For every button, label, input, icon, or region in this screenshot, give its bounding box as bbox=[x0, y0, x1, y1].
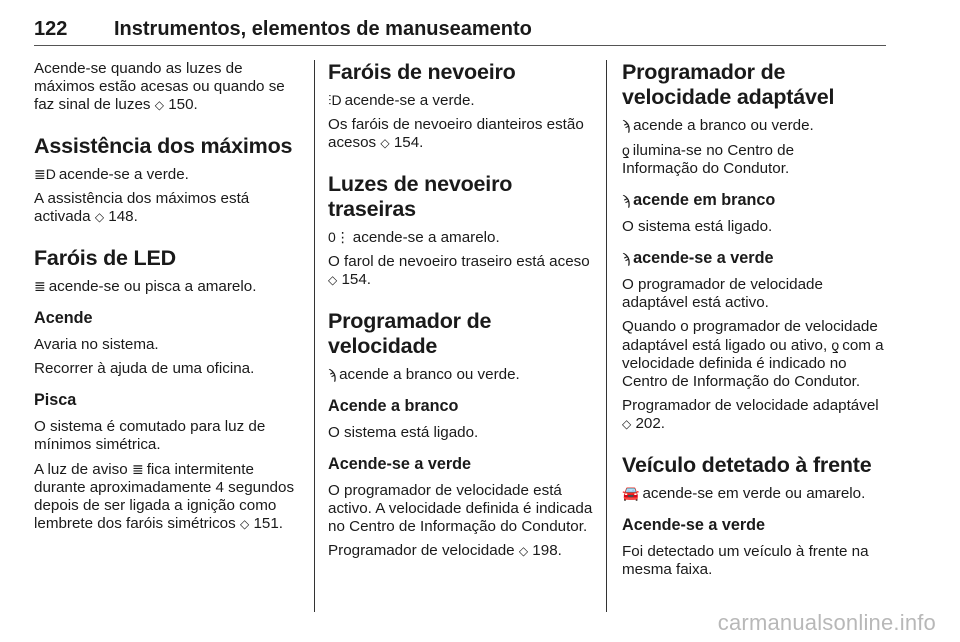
column-divider bbox=[606, 60, 607, 612]
fog-body: Os faróis de nevoeiro dianteiros estão acesos ◇ 154. bbox=[328, 116, 584, 151]
cruise-white-body: O sistema está ligado. bbox=[328, 424, 479, 441]
acc-reference: Programador de velocidade adaptável ◇ 202. bbox=[622, 397, 879, 432]
cruise-control-icon: ϡ bbox=[622, 250, 631, 266]
cruise-reference: Programador de velocidade ◇ 198. bbox=[328, 542, 562, 559]
vehicle-body: Foi detectado um veículo à frente na mesma faixa. bbox=[622, 543, 869, 578]
column-divider bbox=[314, 60, 315, 612]
acc-green-body: O programador de velocidade adaptável está activo. bbox=[622, 276, 823, 311]
acc-speed-indicator-line: ƍ ilumina-se no Centro de Informação do Condutor. bbox=[622, 142, 795, 177]
set-speed-icon: ƍ bbox=[831, 337, 840, 353]
rear-fog-body: O farol de nevoeiro traseiro está aceso ◇ 154. bbox=[328, 253, 590, 288]
vehicle-ahead-icon: 🚘 bbox=[622, 485, 640, 501]
reference-arrow-icon: ◇ bbox=[622, 417, 632, 431]
rear-fog-light-icon: 0⋮ bbox=[328, 229, 350, 245]
led-indicator-line: ≣ acende-se ou pisca a amarelo. bbox=[34, 278, 257, 295]
chapter-title: Instrumentos, elementos de manuseamento bbox=[114, 18, 532, 40]
column-left bbox=[34, 60, 306, 608]
column-middle bbox=[328, 60, 594, 608]
cruise-green-body: O programador de velocidade está activo. A velocidade definida é indicada no Centro de Informação do Condutor. bbox=[328, 482, 593, 535]
acc-indicator-line: ϡ acende a branco ou verde. bbox=[622, 117, 814, 134]
cruise-control-icon: ϡ bbox=[622, 192, 631, 208]
reference-arrow-icon: ◇ bbox=[328, 273, 338, 287]
subheading-vehicle-green: Acende-se a verde bbox=[622, 516, 766, 534]
section-title-fog-lights: Faróis de nevoeiro bbox=[328, 60, 516, 84]
section-title-led-headlights: Faróis de LED bbox=[34, 246, 176, 270]
watermark: carmanualsonline.info bbox=[717, 610, 936, 635]
section-title-high-beam-assist: Assistência dos máximos bbox=[34, 134, 293, 158]
column-right bbox=[622, 60, 890, 608]
subheading-acende-em-branco: ϡ acende em branco bbox=[622, 191, 776, 209]
high-beam-assist-icon: ≣D bbox=[34, 166, 56, 182]
subheading-acende-se-a-verde: ϡ acende-se a verde bbox=[622, 249, 774, 267]
intro-paragraph: Acende-se quando as luzes de máximos estão acesas ou quando se faz sinal de luzes ◇ 150. bbox=[34, 60, 285, 113]
subheading-acende: Acende bbox=[34, 309, 93, 327]
section-title-cruise-control: Programador de velocidade bbox=[328, 309, 492, 358]
cruise-control-icon: ϡ bbox=[328, 366, 337, 382]
front-fog-light-icon: ⫶D bbox=[328, 92, 342, 108]
subheading-pisca: Pisca bbox=[34, 391, 77, 409]
section-title-rear-fog-lights: Luzes de nevoeiro traseiras bbox=[328, 172, 513, 221]
reference-arrow-icon: ◇ bbox=[380, 136, 390, 150]
subheading-acende-branco: Acende a branco bbox=[328, 397, 459, 415]
reference-arrow-icon: ◇ bbox=[518, 544, 529, 558]
led-headlight-icon: ≣ bbox=[34, 278, 46, 294]
section-title-vehicle-ahead: Veículo detetado à frente bbox=[622, 453, 872, 477]
section-title-adaptive-cruise: Programador de velocidade adaptável bbox=[622, 60, 835, 109]
high-beam-assist-body: A assistência dos máximos está activada ◇ 148. bbox=[34, 190, 250, 225]
acende-body-2: Recorrer à ajuda de uma oficina. bbox=[34, 360, 255, 377]
rear-fog-indicator-line: 0⋮ acende-se a amarelo. bbox=[328, 229, 500, 246]
cruise-indicator-line: ϡ acende a branco ou verde. bbox=[328, 366, 520, 383]
vehicle-indicator-line: 🚘 acende-se em verde ou amarelo. bbox=[622, 485, 866, 502]
subheading-acende-verde: Acende-se a verde bbox=[328, 455, 472, 473]
page-header bbox=[34, 16, 886, 46]
acc-white-body: O sistema está ligado. bbox=[622, 218, 773, 235]
reference-arrow-icon: ◇ bbox=[154, 98, 164, 112]
acc-when-body: Quando o programador de velocidade adaptável está ligado ou ativo, ƍ com a velocidade definida é indicado no Centro de Informação do Condutor. bbox=[622, 318, 884, 390]
led-headlight-icon: ≣ bbox=[131, 461, 144, 477]
cruise-control-icon: ϡ bbox=[622, 117, 631, 133]
fog-indicator-line: ⫶D acende-se a verde. bbox=[328, 92, 475, 109]
page-number: 122 bbox=[34, 18, 68, 40]
acende-body-1: Avaria no sistema. bbox=[34, 336, 159, 353]
set-speed-icon: ƍ bbox=[622, 142, 630, 158]
reference-arrow-icon: ◇ bbox=[239, 517, 250, 531]
pisca-body-2: A luz de aviso ≣ fica intermitente durante aproximadamente 4 segundos depois de ser ligada a ignição como lembrete dos faróis simétricos ◇ 151. bbox=[34, 461, 295, 532]
high-beam-assist-indicator-line: ≣D acende-se a verde. bbox=[34, 166, 189, 183]
reference-arrow-icon: ◇ bbox=[94, 210, 105, 224]
pisca-body-1: O sistema é comutado para luz de mínimos simétrica. bbox=[34, 418, 266, 453]
